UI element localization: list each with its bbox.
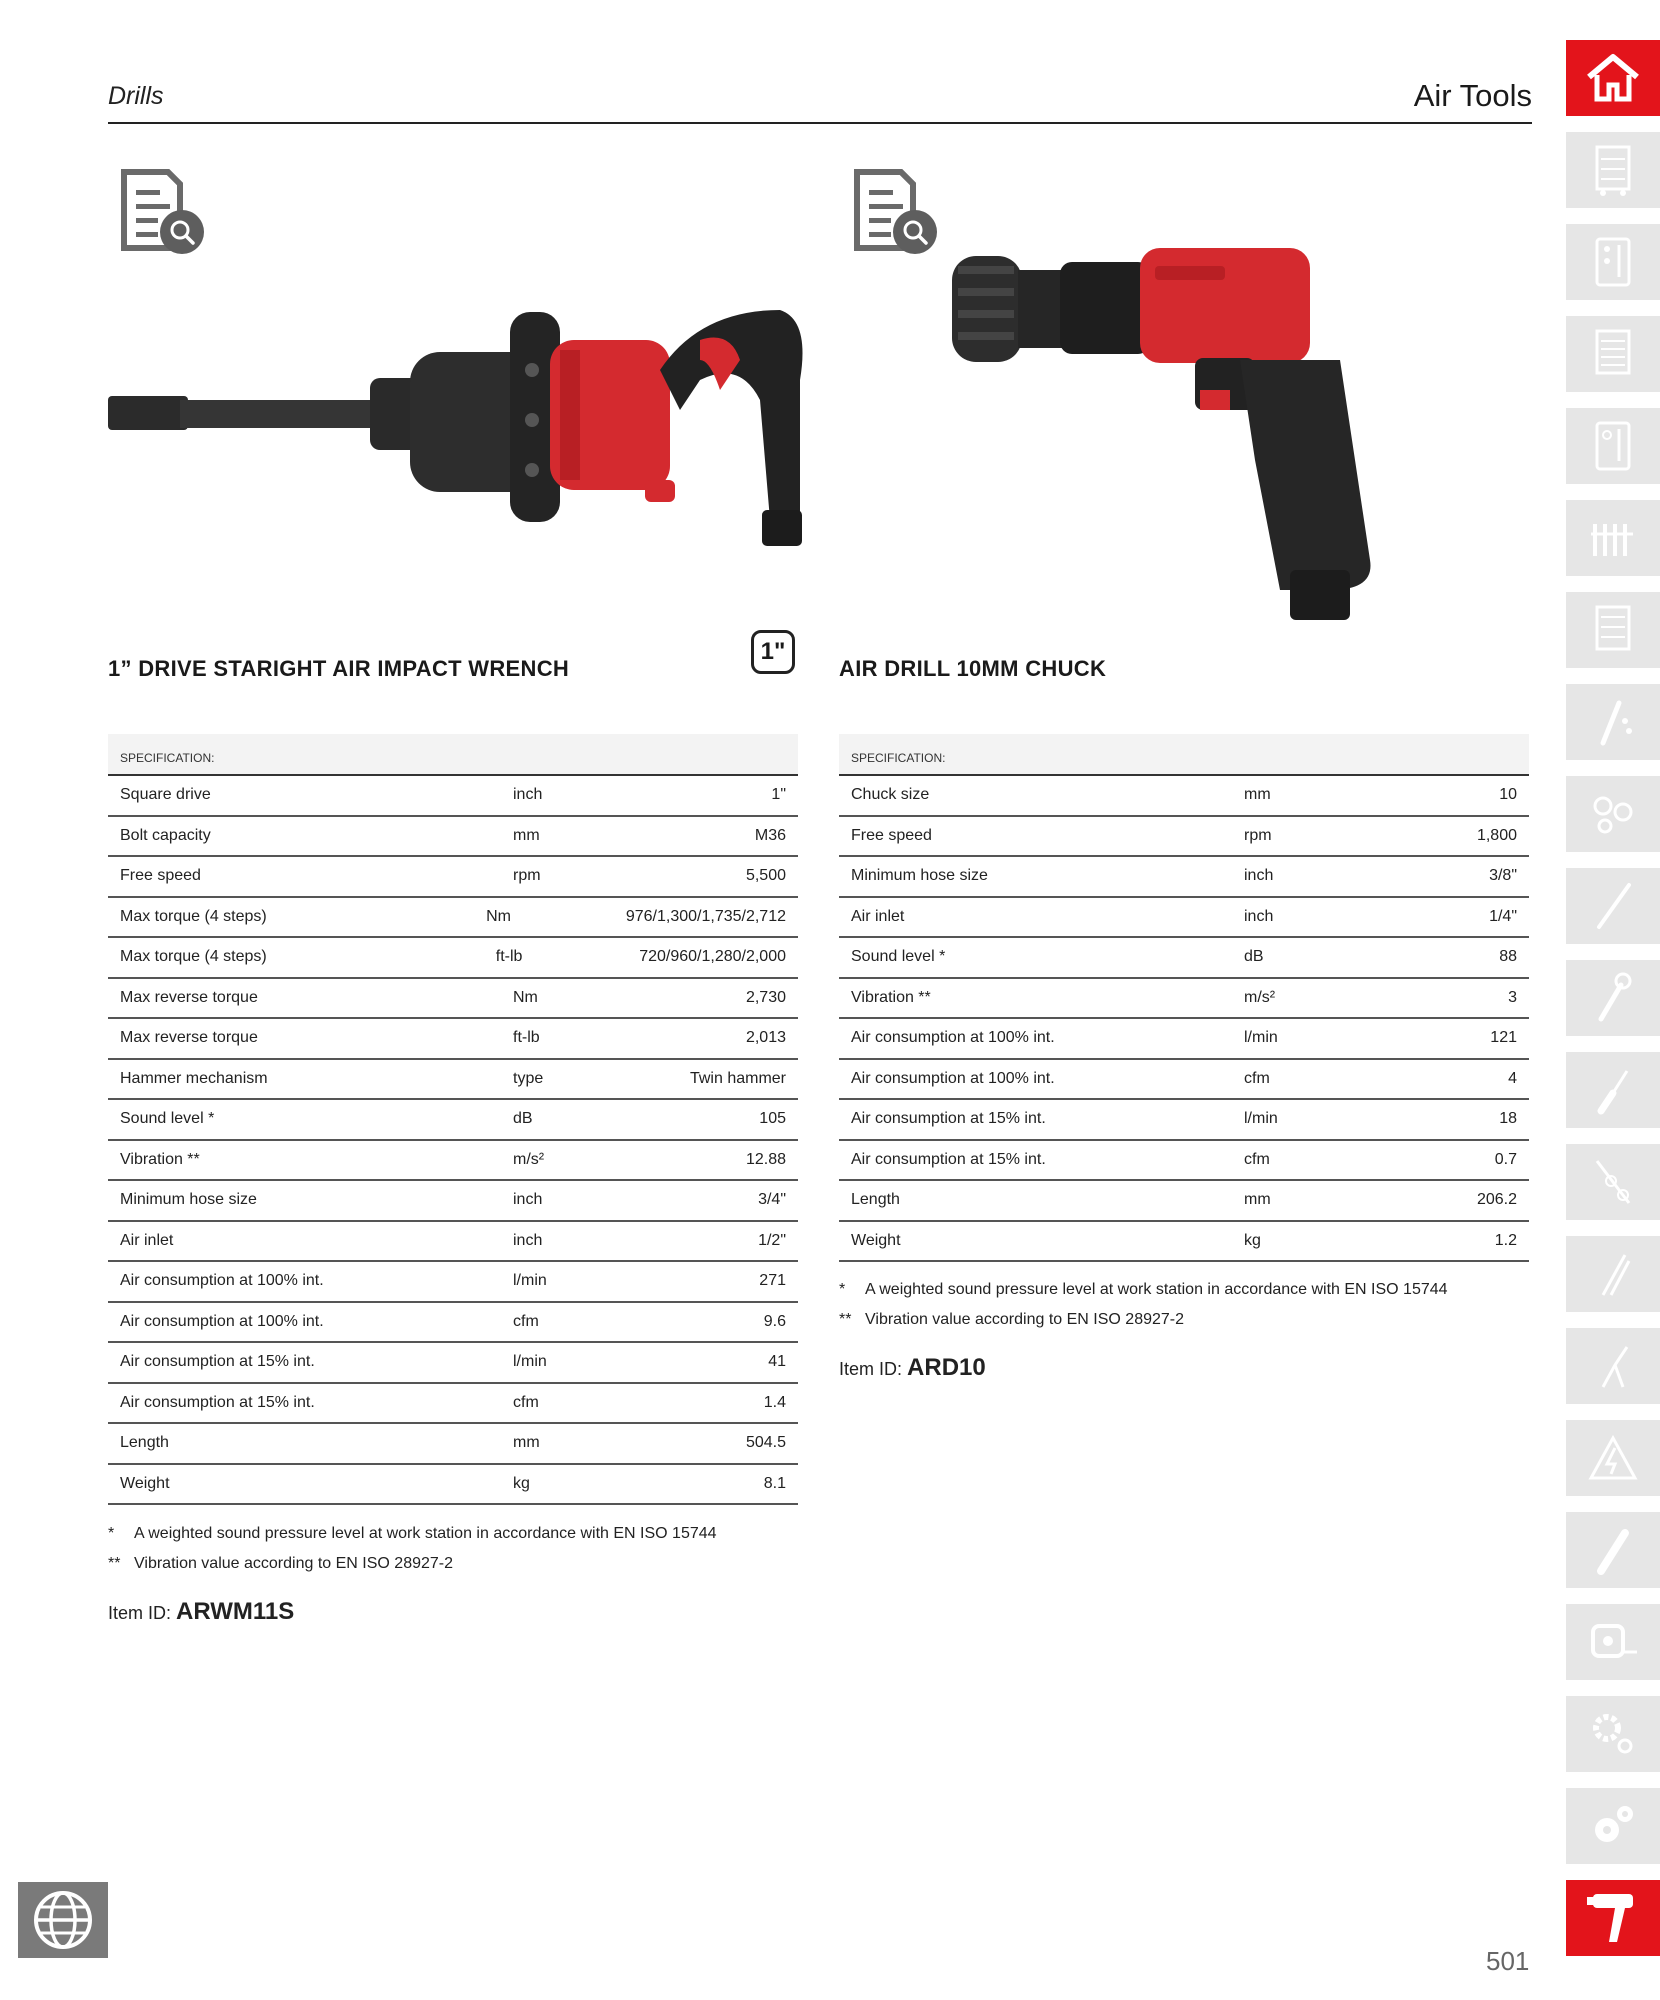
spec-name: Vibration ** (851, 988, 931, 1006)
nav-power-tools[interactable] (1566, 1696, 1660, 1772)
spec-row (108, 1343, 798, 1384)
spec-value: 1/2" (758, 1231, 786, 1249)
nav-tool-modules[interactable] (1566, 408, 1660, 484)
spec-value: 1.4 (763, 1393, 786, 1411)
spec-row (839, 1222, 1529, 1263)
spec-row (839, 898, 1529, 939)
spec-name: Weight (851, 1231, 901, 1249)
air-drill-image (950, 240, 1430, 630)
document-search-icon[interactable] (116, 168, 206, 258)
tool-set-icon (1593, 235, 1633, 289)
footnotes-impact-wrench (108, 1519, 717, 1579)
spec-row (108, 898, 798, 939)
spec-row (108, 776, 798, 817)
spec-name: Length (120, 1434, 169, 1452)
spec-name: Air consumption at 15% int. (120, 1353, 315, 1371)
spec-row (839, 1141, 1529, 1182)
spec-row (108, 1424, 798, 1465)
spec-row (839, 776, 1529, 817)
spec-value: 2,730 (745, 988, 786, 1006)
product-title-air-drill: AIR DRILL 10MM CHUCK (839, 656, 1107, 681)
spec-value: 88 (1499, 948, 1517, 966)
nav-air-tools[interactable] (1566, 1880, 1660, 1956)
spec-table-air-drill (839, 734, 1529, 1262)
spec-name: Air inlet (851, 907, 905, 925)
spec-name: Free speed (851, 826, 932, 844)
spec-value: 1/4" (1489, 907, 1517, 925)
tool-trolley-icon (1593, 327, 1633, 381)
tape-measure-icon (1587, 1618, 1639, 1666)
nav-torque-tools[interactable] (1566, 868, 1660, 944)
spec-unit: dB (1244, 948, 1264, 966)
spec-unit: mm (513, 826, 540, 844)
hex-key-icon (1589, 1155, 1637, 1209)
nav-home[interactable] (1566, 40, 1660, 116)
spec-value: 4 (1508, 1069, 1517, 1087)
spec-row (108, 1384, 798, 1425)
spec-name: Air consumption at 100% int. (851, 1029, 1055, 1047)
spec-unit: mm (1244, 786, 1271, 804)
spec-unit: ft-lb (513, 1029, 540, 1047)
spec-value: 1" (771, 786, 786, 804)
spec-row (108, 1019, 798, 1060)
spec-value: M36 (754, 826, 786, 844)
spec-name: Vibration ** (120, 1150, 200, 1168)
spec-unit: inch (513, 786, 543, 804)
tool-cabinet-icon (1593, 143, 1633, 197)
spec-row (108, 1465, 798, 1506)
spec-name: Sound level * (851, 948, 946, 966)
spec-row (108, 1060, 798, 1101)
spec-value: Twin hammer (689, 1069, 786, 1087)
spec-unit: mm (513, 1434, 540, 1452)
spec-row (108, 938, 798, 979)
spec-name: Max reverse torque (120, 988, 258, 1006)
spec-row (839, 938, 1529, 979)
item-id-impact-wrench: Item ID: ARWM11S (108, 1598, 295, 1625)
nav-spanners[interactable] (1566, 960, 1660, 1036)
footnote: ** Vibration value according to EN ISO 28927-2 (108, 1555, 454, 1572)
spec-row (108, 817, 798, 858)
spec-name: Air inlet (120, 1231, 174, 1249)
page-number: 501 (1486, 1946, 1530, 1976)
spec-unit: inch (513, 1231, 543, 1249)
spec-row (108, 1181, 798, 1222)
spec-value: 10 (1499, 786, 1517, 804)
cogs-icon (1587, 1800, 1639, 1852)
warning-icon (1587, 1434, 1639, 1482)
nav-accessories[interactable] (1566, 1788, 1660, 1864)
spec-unit: cfm (1244, 1069, 1270, 1087)
spec-name: Minimum hose size (120, 1191, 257, 1209)
spec-name: Air consumption at 100% int. (120, 1312, 324, 1330)
spec-unit: Nm (486, 907, 511, 925)
nav-hex-keys[interactable] (1566, 1144, 1660, 1220)
tool-module-icon (1593, 419, 1633, 473)
drive-size-badge: 1" (751, 630, 795, 674)
spec-name: Hammer mechanism (120, 1069, 268, 1087)
spec-unit: rpm (1244, 826, 1272, 844)
spec-row (108, 1303, 798, 1344)
footnote: ** Vibration value according to EN ISO 28927-2 (839, 1311, 1185, 1328)
workbench-icon (1593, 603, 1633, 657)
spec-value: 8.1 (763, 1474, 786, 1492)
spec-unit: l/min (1244, 1029, 1278, 1047)
spec-name: Air consumption at 15% int. (120, 1393, 315, 1411)
nav-measuring[interactable] (1566, 1604, 1660, 1680)
bits-icon (1589, 790, 1637, 838)
spec-name: Minimum hose size (851, 867, 988, 885)
spec-unit: inch (1244, 907, 1274, 925)
spec-unit: m/s² (513, 1150, 545, 1168)
impact-wrench-image (100, 300, 810, 550)
nav-sockets[interactable] (1566, 500, 1660, 576)
footnote: * A weighted sound pressure level at work station in accordance with EN ISO 15744 (839, 1281, 1448, 1298)
spec-unit: mm (1244, 1191, 1271, 1209)
spec-value: 18 (1499, 1110, 1517, 1128)
spec-value: 2,013 (745, 1029, 786, 1047)
spec-value: 271 (759, 1272, 786, 1290)
spec-row (108, 1141, 798, 1182)
spec-value: 720/960/1,280/2,000 (639, 948, 786, 966)
spec-unit: ft-lb (495, 948, 523, 966)
spec-name: Max reverse torque (120, 1029, 258, 1047)
spec-table-impact-wrench (108, 734, 798, 1505)
spec-unit: kg (513, 1474, 530, 1492)
nav-tool-sets[interactable] (1566, 224, 1660, 300)
spec-unit: Nm (513, 988, 538, 1006)
spec-row (839, 979, 1529, 1020)
spec-name: Air consumption at 15% int. (851, 1150, 1046, 1168)
home-icon (1585, 53, 1641, 103)
spec-name: Max torque (4 steps) (120, 907, 267, 925)
spec-row (839, 857, 1529, 898)
spec-value: 1.2 (1494, 1231, 1517, 1249)
spec-unit: l/min (1244, 1110, 1278, 1128)
spec-value: 41 (768, 1353, 786, 1371)
knife-icon (1589, 1523, 1637, 1577)
spec-value: 976/1,300/1,735/2,712 (625, 907, 786, 925)
globe-button[interactable] (18, 1882, 108, 1958)
socket-set-icon (1589, 514, 1637, 562)
spec-name: Weight (120, 1474, 170, 1492)
spanner-icon (1589, 971, 1637, 1025)
spec-row (108, 1100, 798, 1141)
spec-unit: l/min (513, 1353, 547, 1371)
punch-icon (1589, 1247, 1637, 1301)
spec-value: 3/4" (758, 1191, 786, 1209)
spec-unit: cfm (513, 1312, 539, 1330)
spec-unit: rpm (513, 867, 541, 885)
spec-name: Air consumption at 15% int. (851, 1110, 1046, 1128)
spec-unit: type (513, 1069, 544, 1087)
spec-unit: kg (1244, 1231, 1261, 1249)
spec-name: Sound level * (120, 1110, 215, 1128)
globe-icon (32, 1889, 94, 1951)
spec-name: Air consumption at 100% int. (851, 1069, 1055, 1087)
spec-row (839, 817, 1529, 858)
spec-row (108, 1222, 798, 1263)
pliers-icon (1589, 1339, 1637, 1393)
nav-electrical[interactable] (1566, 1420, 1660, 1496)
air-drill-icon (1587, 1888, 1639, 1948)
spec-value: 9.6 (763, 1312, 786, 1330)
spec-row (839, 1100, 1529, 1141)
spec-name: Air consumption at 100% int. (120, 1272, 324, 1290)
item-id-air-drill: Item ID: ARD10 (839, 1354, 986, 1381)
spec-unit: cfm (1244, 1150, 1270, 1168)
category-title: Air Tools (1413, 78, 1532, 113)
document-search-icon[interactable] (849, 168, 939, 258)
spec-value: 206.2 (1476, 1191, 1517, 1209)
spec-unit: inch (513, 1191, 543, 1209)
nav-screwdrivers[interactable] (1566, 1052, 1660, 1128)
item-id-value[interactable]: ARWM11S (176, 1598, 295, 1625)
spec-name: Length (851, 1191, 900, 1209)
section-title: Drills (108, 82, 164, 110)
spec-value: 1,800 (1476, 826, 1517, 844)
spec-row (839, 1019, 1529, 1060)
product-title-impact-wrench: 1” DRIVE STARIGHT AIR IMPACT WRENCH (108, 656, 570, 681)
spec-unit: inch (1244, 867, 1274, 885)
spec-name: Free speed (120, 867, 201, 885)
spec-row (839, 1060, 1529, 1101)
nav-bits[interactable] (1566, 776, 1660, 852)
screwdriver-icon (1589, 1063, 1637, 1117)
spec-name: Max torque (4 steps) (120, 948, 267, 966)
nav-wrenches[interactable] (1566, 684, 1660, 760)
spec-value: 0.7 (1494, 1150, 1517, 1168)
spec-unit: l/min (513, 1272, 547, 1290)
spec-row (108, 1262, 798, 1303)
spec-name: Square drive (120, 786, 211, 804)
wrench-icon (1589, 695, 1637, 749)
spec-value: 3/8" (1489, 867, 1517, 885)
spec-value: 12.88 (745, 1150, 786, 1168)
nav-pliers[interactable] (1566, 1328, 1660, 1404)
spec-unit: cfm (513, 1393, 539, 1411)
spec-unit: m/s² (1244, 988, 1276, 1006)
item-id-value[interactable]: ARD10 (907, 1354, 986, 1381)
spec-value: 5,500 (745, 867, 786, 885)
nav-cutting-tools[interactable] (1566, 1512, 1660, 1588)
spec-row (839, 1181, 1529, 1222)
torque-wrench-icon (1589, 879, 1637, 933)
footnotes-air-drill (839, 1275, 1448, 1335)
footnote: * A weighted sound pressure level at work station in accordance with EN ISO 15744 (108, 1525, 717, 1542)
nav-punches[interactable] (1566, 1236, 1660, 1312)
nav-tool-storage[interactable] (1566, 132, 1660, 208)
spec-value: 504.5 (745, 1434, 786, 1452)
spec-row (108, 857, 798, 898)
gear-icon (1587, 1708, 1639, 1760)
spec-name: Chuck size (851, 786, 930, 804)
spec-row (108, 979, 798, 1020)
nav-tool-trolleys[interactable] (1566, 316, 1660, 392)
spec-table-header: SPECIFICATION: (108, 734, 798, 776)
spec-unit: dB (513, 1110, 533, 1128)
spec-value: 105 (759, 1110, 786, 1128)
spec-value: 121 (1490, 1029, 1517, 1047)
nav-workshop-equipment[interactable] (1566, 592, 1660, 668)
spec-value: 3 (1508, 988, 1517, 1006)
spec-table-header: SPECIFICATION: (839, 734, 1529, 776)
header-divider (108, 122, 1532, 124)
spec-name: Bolt capacity (120, 826, 211, 844)
